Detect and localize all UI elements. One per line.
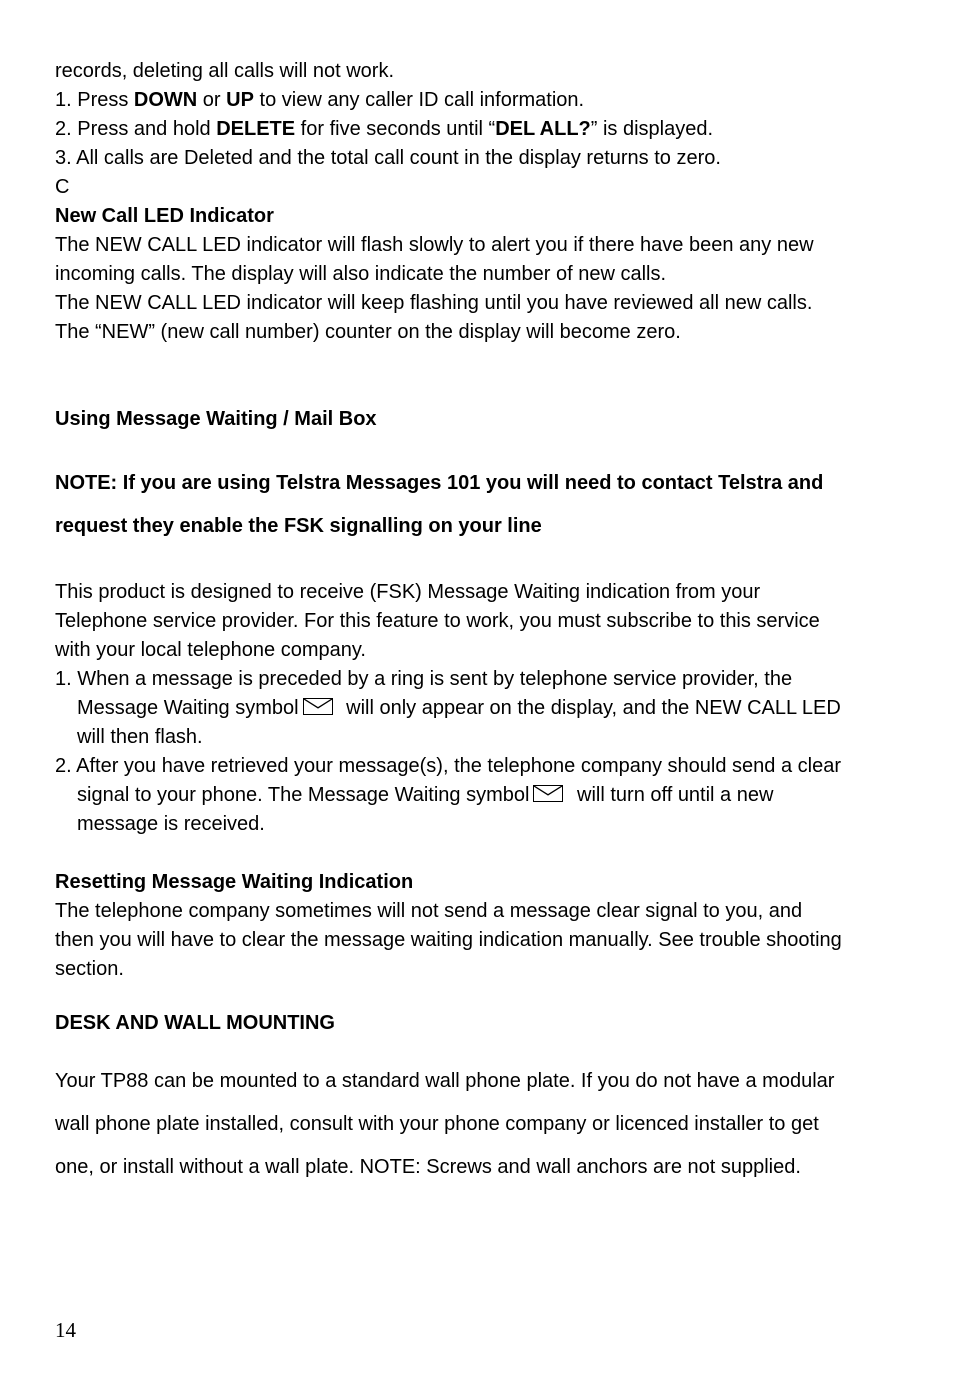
- mailbox-item-1: Message Waiting symbol will only appear on the display, and the NEW CALL LED: [77, 697, 841, 719]
- intro-line: records, deleting all calls will not work.: [55, 60, 395, 82]
- reset-line: section.: [55, 958, 124, 980]
- led-line: The NEW CALL LED indicator will keep flashing until you have reviewed all new calls.: [55, 292, 813, 314]
- telstra-note: request they enable the FSK signalling on your line: [55, 515, 542, 537]
- mailbox-item-1: 1. When a message is preceded by a ring is sent by telephone service provider, the: [55, 668, 793, 690]
- page-number: 14: [55, 1318, 76, 1342]
- step-2: 2. Press and hold DELETE for five seconds until “DEL ALL?” is displayed.: [55, 118, 714, 140]
- manual-page: [55, 57, 915, 1182]
- delete-key: DELETE: [216, 118, 296, 140]
- step-1: 1. Press DOWN or UP to view any caller ID call information.: [55, 89, 585, 111]
- mounting-heading: DESK AND WALL MOUNTING: [55, 1012, 335, 1034]
- mounting-line: Your TP88 can be mounted to a standard wall phone plate. If you do not have a modular: [55, 1070, 835, 1092]
- del-all-text: DEL ALL?: [495, 118, 591, 140]
- envelope-icon: [533, 785, 563, 802]
- mailbox-item-2: 2. After you have retrieved your message(s), the telephone company should send a clear: [55, 755, 842, 777]
- fsk-para-line: Telephone service provider. For this feature to work, you must subscribe to this service: [55, 610, 820, 632]
- led-line: incoming calls. The display will also indicate the number of new calls.: [55, 263, 667, 285]
- mounting-line: wall phone plate installed, consult with your phone company or licenced installer to get: [55, 1113, 819, 1135]
- led-line: The “NEW” (new call number) counter on the display will become zero.: [55, 321, 681, 343]
- telstra-note: NOTE: If you are using Telstra Messages 101 you will need to contact Telstra and: [55, 472, 824, 494]
- step-3: 3. All calls are Deleted and the total call count in the display returns to zero.: [55, 147, 721, 169]
- mailbox-heading: Using Message Waiting / Mail Box: [55, 408, 377, 430]
- envelope-icon: [303, 698, 333, 715]
- mailbox-item-2: message is received.: [77, 813, 265, 835]
- led-heading: New Call LED Indicator: [55, 205, 274, 227]
- led-line: The NEW CALL LED indicator will flash slowly to alert you if there have been any new: [55, 234, 814, 256]
- down-key: DOWN: [133, 89, 198, 111]
- fsk-para-line: with your local telephone company.: [55, 639, 366, 661]
- mailbox-item-1: will then flash.: [77, 726, 203, 748]
- mailbox-item-2: signal to your phone. The Message Waiting symbol will turn off until a new: [77, 784, 774, 806]
- reset-heading: Resetting Message Waiting Indication: [55, 871, 414, 893]
- reset-line: then you will have to clear the message waiting indication manually. See trouble shooting: [55, 929, 842, 951]
- reset-line: The telephone company sometimes will not send a message clear signal to you, and: [55, 900, 803, 922]
- stray-letter: C: [55, 176, 70, 198]
- fsk-para-line: This product is designed to receive (FSK) Message Waiting indication from your: [55, 581, 761, 603]
- mounting-line: one, or install without a wall plate. NOTE: Screws and wall anchors are not supplied.: [55, 1156, 801, 1178]
- up-key: UP: [226, 89, 254, 111]
